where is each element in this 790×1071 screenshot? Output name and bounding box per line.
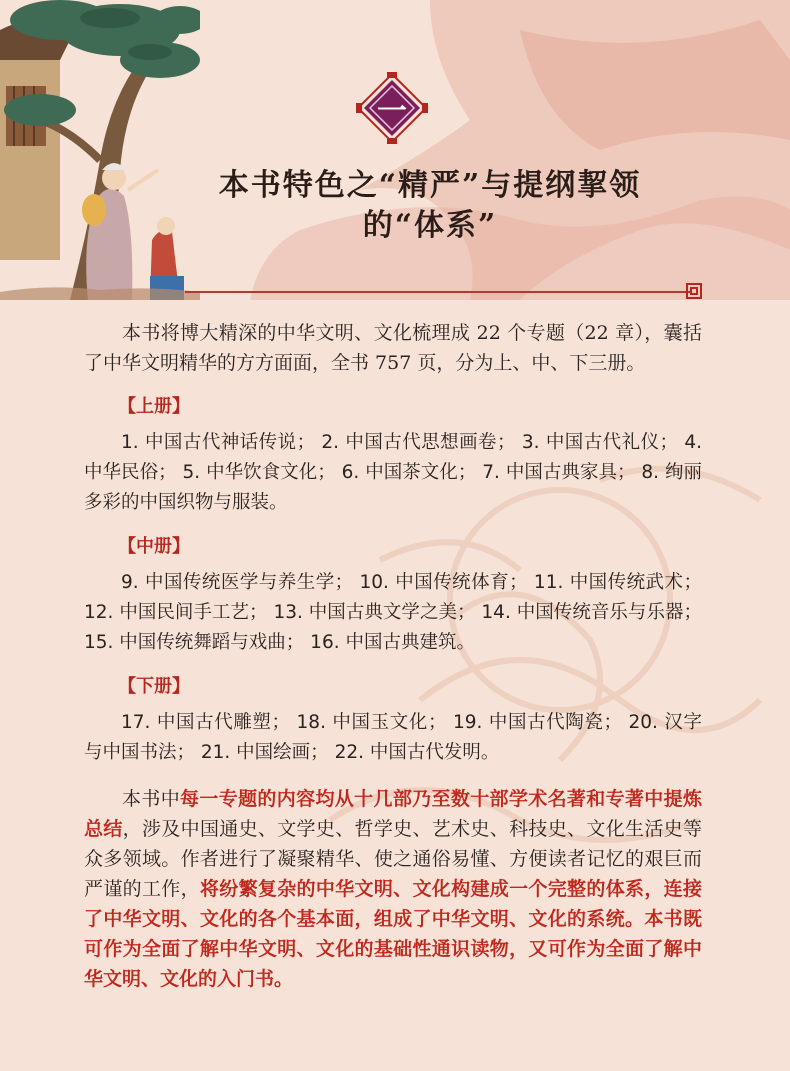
intro-paragraph: 本书将博大精深的中华文明、文化梳理成 22 个专题（22 章），囊括了中华文明精华的方方面面，全书 757 页，分为上、中、下三册。 <box>84 322 702 374</box>
volume-label-middle: 【中册】 <box>118 536 190 557</box>
page-title-line1: 本书特色之“精严”与提纲挈领 <box>218 168 642 203</box>
section-number: 一 <box>377 94 407 129</box>
volume-label-upper: 【上册】 <box>118 396 190 417</box>
title-divider <box>185 291 690 293</box>
closing-text-1: 本书中 <box>122 788 181 810</box>
elder-child-tree-illustration <box>0 0 200 300</box>
body-content <box>84 318 702 994</box>
closing-paragraph <box>84 784 702 994</box>
closing-highlight-1: 每一专题的内容均从十几部乃至数十部学术名著和专著中提炼总结 <box>84 788 702 840</box>
volume-items-upper: 1. 中国古代神话传说； 2. 中国古代思想画卷； 3. 中国古代礼仪； 4. 中华民俗； 5. 中华饮食文化； 6. 中国茶文化； 7. 中国古典家具； 8. 绚丽多彩的中国织物与服装。 <box>84 432 702 513</box>
closing-highlight-2: 将纷繁复杂的中华文明、文化构建成一个完整的体系，连接了中华文明、文化的各个基本面，组成了中华文明、文化的系统。本书既可作为全面了解中华文明、文化的基础性通识读物，又可作为全面了解中华文明、文化的入门书。 <box>84 878 702 990</box>
volume-label-lower: 【下册】 <box>118 676 190 697</box>
volume-items-lower: 17. 中国古代雕塑； 18. 中国玉文化； 19. 中国古代陶瓷； 20. 汉字与中国书法； 21. 中国绘画； 22. 中国古代发明。 <box>84 712 702 763</box>
divider-knot-ornament <box>686 283 702 299</box>
closing-text-2: ，涉及中国通史、文学史、哲学史、艺术史、科技史、文化生活史等众多领域。作者进行了凝聚精华、使之通俗易懂、方便读者记忆的艰巨而严谨的工作， <box>84 818 702 900</box>
volume-items-middle: 9. 中国传统医学与养生学； 10. 中国传统体育； 11. 中国传统武术；12. 中国民间手工艺； 13. 中国古典文学之美； 14. 中国传统音乐与乐器； 15. 中国传统舞蹈与戏曲； 16. 中国古典建筑。 <box>84 572 702 653</box>
page-title-line2: 的“体系” <box>362 208 498 243</box>
